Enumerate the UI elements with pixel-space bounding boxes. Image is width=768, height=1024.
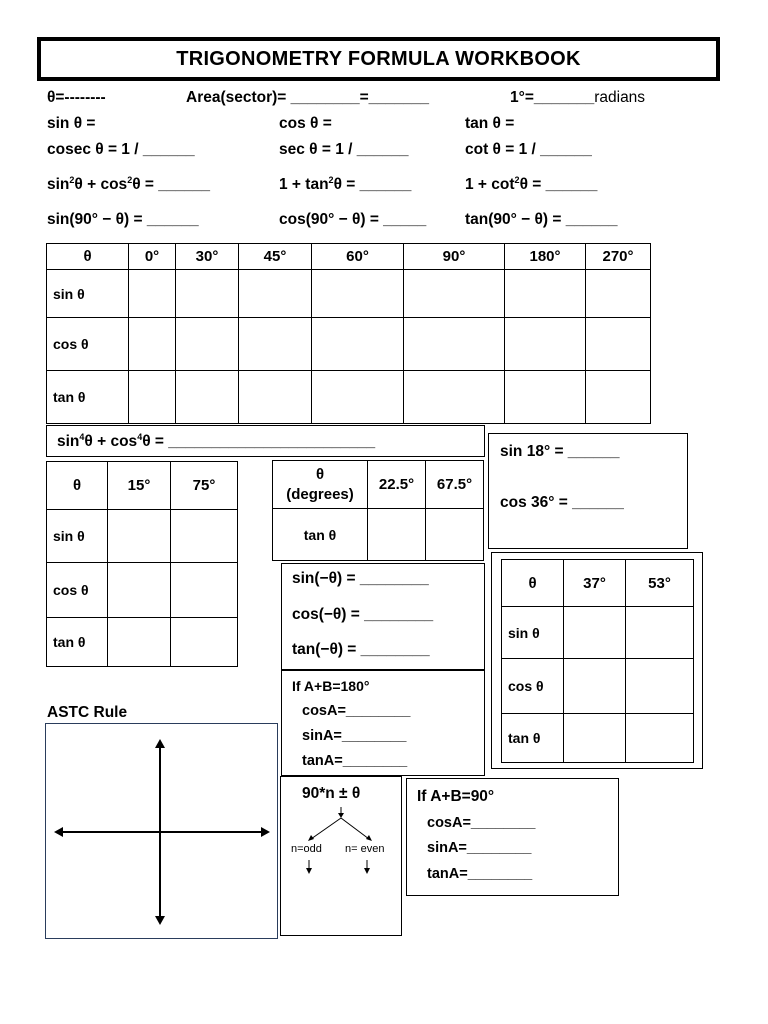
answer-cell[interactable] [586,270,651,318]
n-odd-label: n=odd [291,843,322,855]
table-header: 53° [626,560,694,607]
answer-cell[interactable] [239,270,312,318]
ninety-n-title: 90*n ± θ [302,785,361,802]
sin-definition: sin θ = [47,115,96,132]
arrow-right-icon [261,827,270,837]
answer-cell[interactable] [505,318,586,371]
table-header: 22.5° [368,461,426,509]
astc-box [45,723,278,939]
cot-definition: cot θ = 1 / ______ [465,141,592,158]
answer-cell[interactable] [312,371,404,424]
arrow-up-icon [155,739,165,748]
special-angles-box [488,433,688,549]
answer-cell[interactable] [171,510,238,563]
table-header: θ [47,244,129,270]
degree-to-radian [510,89,645,107]
theta-definition: θ=-------- [47,89,106,106]
astc-title: ASTC Rule [47,704,128,721]
row-label: sin θ [47,510,108,563]
row-label: cos θ [47,318,129,371]
table-header: 90° [404,244,505,270]
answer-cell[interactable] [368,509,426,561]
quartic-identity: $\sin^4\theta + \cos^4\theta$ = ________________________ [57,431,376,450]
answer-cell[interactable] [626,659,694,714]
arrow-down-icon [338,813,344,818]
table-header: 67.5° [426,461,484,509]
supplementary-tan: tanA=________ [302,753,408,769]
supplementary-sin: sinA=________ [302,728,407,744]
answer-cell[interactable] [404,371,505,424]
complementary-box [406,778,619,896]
cos36-formula: cos 36° = ______ [500,494,624,511]
answer-cell[interactable] [129,270,176,318]
sec-definition: sec θ = 1 / ______ [279,141,409,158]
table-header: 60° [312,244,404,270]
supplementary-box [281,670,485,776]
answer-cell[interactable] [176,270,239,318]
quartic-identity-box [46,425,485,457]
arrow-down-icon [364,868,370,874]
table-37-53 [501,559,694,763]
table-header: 15° [108,462,171,510]
answer-cell[interactable] [312,270,404,318]
sector-area-formula: Area(sector)= ________=_______ [186,89,430,106]
cos-negative: cos(−θ) = ________ [292,606,434,623]
table-header: θ (degrees) [273,461,368,509]
answer-cell[interactable] [586,318,651,371]
complementary-tan: tanA=________ [427,866,533,882]
supplementary-title: If A+B=180° [292,678,370,694]
table-header: 180° [505,244,586,270]
row-label: sin θ [502,607,564,659]
arrow-down-left-icon [308,835,314,841]
arrow-down-right-icon [366,835,372,841]
answer-cell[interactable] [426,509,484,561]
answer-cell[interactable] [626,714,694,763]
pythagorean-identity-1: $\sin^2\theta + \cos^2\theta$ = ______ [47,174,210,193]
table-header: 0° [129,244,176,270]
page-title: TRIGONOMETRY FORMULA WORKBOOK [37,37,720,81]
answer-cell[interactable] [129,318,176,371]
degree-prefix: 1°=_______ [510,89,595,106]
answer-cell[interactable] [129,371,176,424]
table-header: 37° [564,560,626,607]
answer-cell[interactable] [404,270,505,318]
answer-cell[interactable] [564,714,626,763]
ninety-n-box [280,776,402,936]
complement-tan: tan(90° − θ) = ______ [465,211,618,228]
answer-cell[interactable] [505,371,586,424]
answer-cell[interactable] [505,270,586,318]
answer-cell[interactable] [171,618,238,667]
pythagorean-identity-2: $1 + \tan^2\theta$ = ______ [279,174,412,193]
complement-sin: sin(90° − θ) = ______ [47,211,199,228]
arrow-down-icon [155,916,165,925]
pythagorean-identity-3: $1 + \cot^2\theta$ = ______ [465,174,598,193]
answer-cell[interactable] [586,371,651,424]
answer-cell[interactable] [564,607,626,659]
tan-definition: tan θ = [465,115,515,132]
answer-cell[interactable] [239,318,312,371]
answer-cell[interactable] [176,371,239,424]
complementary-sin: sinA=________ [427,840,532,856]
table-header: θ [47,462,108,510]
supplementary-cos: cosA=________ [302,703,411,719]
answer-cell[interactable] [108,618,171,667]
arrow-down-icon [306,868,312,874]
answer-cell[interactable] [171,563,238,618]
complementary-title: If A+B=90° [417,788,495,805]
answer-cell[interactable] [312,318,404,371]
table-15-75 [46,461,238,667]
sin-negative: sin(−θ) = ________ [292,570,429,587]
complement-cos: cos(90° − θ) = _____ [279,211,427,228]
table-22-67 [272,460,484,561]
table-header: 75° [171,462,238,510]
row-label: tan θ [47,371,129,424]
arrow-left-icon [54,827,63,837]
tan-negative: tan(−θ) = ________ [292,641,430,658]
complementary-cos: cosA=________ [427,815,536,831]
answer-cell[interactable] [239,371,312,424]
answer-cell[interactable] [176,318,239,371]
answer-cell[interactable] [626,607,694,659]
answer-cell[interactable] [108,563,171,618]
row-label: sin θ [47,270,129,318]
cos-definition: cos θ = [279,115,332,132]
row-label: tan θ [502,714,564,763]
row-label: cos θ [47,563,108,618]
answer-cell[interactable] [564,659,626,714]
table-header: 30° [176,244,239,270]
radians-label: radians [594,89,646,106]
table-header: θ [502,560,564,607]
n-even-label: n= even [345,843,385,855]
answer-cell[interactable] [108,510,171,563]
answer-cell[interactable] [404,318,505,371]
standard-angles-table [46,243,651,424]
negative-angle-box [281,563,485,670]
sin18-formula: sin 18° = ______ [500,443,620,460]
row-label: cos θ [502,659,564,714]
cosec-definition: cosec θ = 1 / ______ [47,141,195,158]
row-label: tan θ [47,618,108,667]
table-header: 45° [239,244,312,270]
axes-diagram [46,724,277,938]
table-header: 270° [586,244,651,270]
row-label: tan θ [273,509,368,561]
